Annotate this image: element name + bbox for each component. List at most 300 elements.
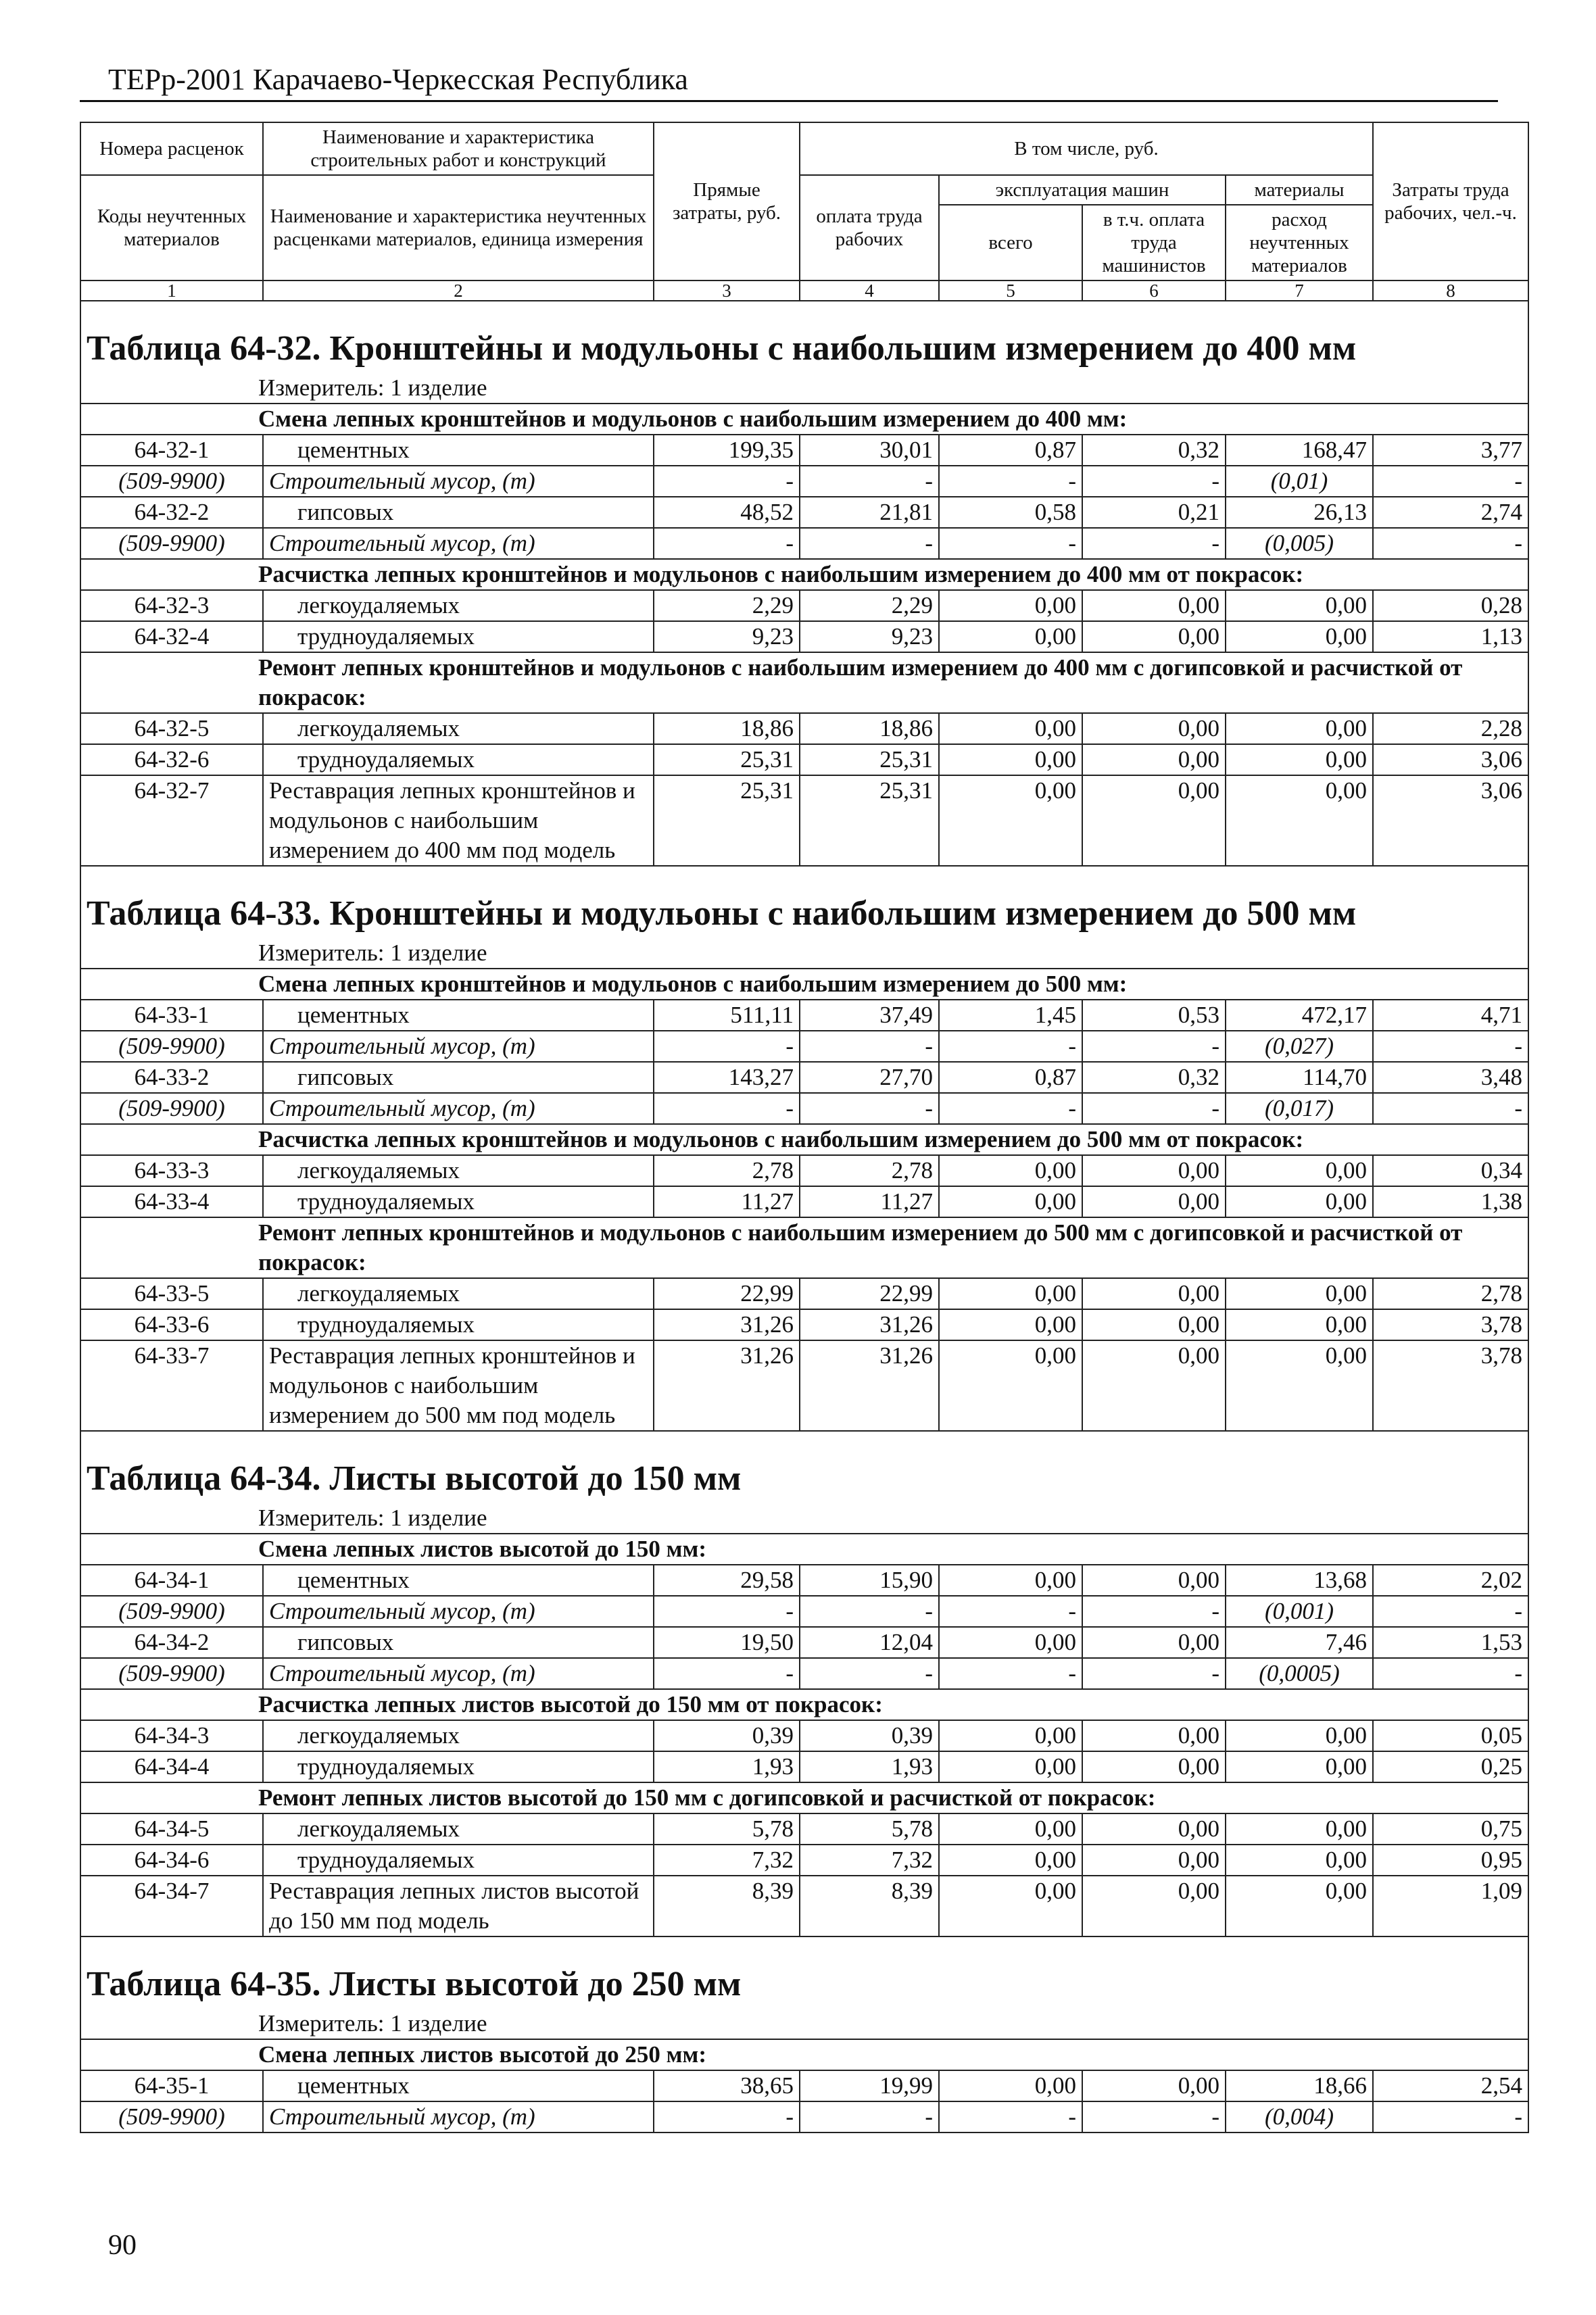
rate-value: 13,68 — [1226, 1565, 1373, 1596]
rate-value: 0,21 — [1082, 497, 1226, 528]
rate-name: трудноудаляемых — [263, 621, 654, 652]
col5-header: всего — [939, 205, 1082, 281]
rate-row — [80, 1565, 1528, 1596]
material-name: Строительный мусор, (т) — [263, 1596, 654, 1627]
measure-unit: Измеритель: 1 изделие — [80, 1503, 1528, 1534]
section-heading-row — [80, 969, 1528, 1000]
rate-value: 2,78 — [1373, 1278, 1528, 1309]
rate-name: трудноудаляемых — [263, 744, 654, 775]
section-heading-row — [80, 559, 1528, 590]
rate-value: 0,00 — [1082, 1155, 1226, 1186]
rate-code: 64-33-3 — [80, 1155, 263, 1186]
material-value: - — [1082, 1031, 1226, 1062]
material-value: - — [939, 1658, 1082, 1689]
table-title-row — [80, 1431, 1528, 1503]
header-row-1 — [80, 122, 1528, 175]
material-value: (0,027) — [1226, 1031, 1373, 1062]
rate-value: 5,78 — [800, 1813, 939, 1845]
section-heading-row — [80, 1534, 1528, 1565]
rate-name: легкоудаляемых — [263, 590, 654, 621]
rate-value: 25,31 — [800, 775, 939, 866]
rate-value: 143,27 — [654, 1062, 800, 1093]
rate-name: трудноудаляемых — [263, 1309, 654, 1340]
rate-value: 0,00 — [1082, 1845, 1226, 1876]
rate-value: 1,38 — [1373, 1186, 1528, 1217]
rate-value: 19,50 — [654, 1627, 800, 1658]
rate-row — [80, 1278, 1528, 1309]
rate-code: 64-34-2 — [80, 1627, 263, 1658]
rate-name: легкоудаляемых — [263, 713, 654, 744]
material-row — [80, 1596, 1528, 1627]
rate-value: 2,54 — [1373, 2070, 1528, 2101]
rate-value: 0,00 — [939, 1309, 1082, 1340]
rate-code: 64-34-4 — [80, 1751, 263, 1782]
rate-value: 1,93 — [654, 1751, 800, 1782]
table-title-row — [80, 301, 1528, 373]
rate-code: 64-34-5 — [80, 1813, 263, 1845]
material-value: (0,0005) — [1226, 1658, 1373, 1689]
rate-code: 64-33-5 — [80, 1278, 263, 1309]
measure-row — [80, 2009, 1528, 2039]
rate-code: 64-32-2 — [80, 497, 263, 528]
col4-header: оплата труда рабочих — [800, 175, 939, 281]
material-value: (0,005) — [1226, 528, 1373, 559]
rate-value: 0,00 — [939, 1186, 1082, 1217]
rate-value: 199,35 — [654, 435, 800, 466]
material-row — [80, 1093, 1528, 1124]
col3-header: Прямые затраты, руб. — [654, 122, 800, 281]
col-number: 4 — [800, 281, 939, 301]
section-heading: Смена лепных кронштейнов и модульонов с наибольшим измерением до 400 мм: — [80, 404, 1528, 435]
rate-row — [80, 590, 1528, 621]
section-heading: Расчистка лепных листов высотой до 150 мм от покрасок: — [80, 1689, 1528, 1720]
rate-value: 0,00 — [1226, 744, 1373, 775]
rate-value: 0,00 — [1226, 1155, 1373, 1186]
col2-bottom-header: Наименование и характеристика неучтенных расценками материалов, единица измерения — [263, 175, 654, 281]
rate-value: 0,00 — [1082, 1751, 1226, 1782]
rate-code: 64-32-6 — [80, 744, 263, 775]
rate-value: 7,46 — [1226, 1627, 1373, 1658]
rate-name: гипсовых — [263, 1627, 654, 1658]
rate-name: гипсовых — [263, 497, 654, 528]
rate-code: 64-34-7 — [80, 1876, 263, 1936]
rate-name: цементных — [263, 435, 654, 466]
rate-value: 29,58 — [654, 1565, 800, 1596]
rate-value: 1,45 — [939, 1000, 1082, 1031]
rate-code: 64-35-1 — [80, 2070, 263, 2101]
rate-value: 0,87 — [939, 1062, 1082, 1093]
rate-value: 7,32 — [800, 1845, 939, 1876]
rate-value: 0,00 — [1082, 1813, 1226, 1845]
material-value: - — [1082, 1658, 1226, 1689]
title-rule — [80, 100, 1498, 102]
material-value: - — [1373, 1658, 1528, 1689]
rate-value: 0,00 — [1082, 744, 1226, 775]
rate-value: 0,00 — [939, 1155, 1082, 1186]
rate-name: легкоудаляемых — [263, 1155, 654, 1186]
material-value: - — [654, 466, 800, 497]
col7-header: расход неучтенных материалов — [1226, 205, 1373, 281]
rate-value: 1,09 — [1373, 1876, 1528, 1936]
rate-value: 0,00 — [939, 1845, 1082, 1876]
rate-value: 0,00 — [1082, 1565, 1226, 1596]
rate-value: 0,00 — [939, 590, 1082, 621]
rate-value: 25,31 — [654, 775, 800, 866]
rate-value: 0,58 — [939, 497, 1082, 528]
rate-name: Реставрация лепных кронштейнов и модульонов с наибольшим измерением до 500 мм под модель — [263, 1340, 654, 1431]
rate-value: 0,00 — [1226, 1340, 1373, 1431]
col-number: 5 — [939, 281, 1082, 301]
rate-row — [80, 1340, 1528, 1431]
col2-top-header: Наименование и характеристика строительных работ и конструкций — [263, 122, 654, 175]
material-value: - — [654, 528, 800, 559]
rate-code: 64-33-6 — [80, 1309, 263, 1340]
section-heading-row — [80, 1124, 1528, 1155]
header-row-2 — [80, 175, 1528, 205]
rate-value: 26,13 — [1226, 497, 1373, 528]
material-name: Строительный мусор, (т) — [263, 466, 654, 497]
rate-row — [80, 1751, 1528, 1782]
rate-row — [80, 1813, 1528, 1845]
rate-value: 0,00 — [1226, 775, 1373, 866]
material-value: (0,01) — [1226, 466, 1373, 497]
material-value: - — [800, 1658, 939, 1689]
rate-value: 0,95 — [1373, 1845, 1528, 1876]
col-number: 7 — [1226, 281, 1373, 301]
measure-row — [80, 1503, 1528, 1534]
rate-code: 64-33-4 — [80, 1186, 263, 1217]
rate-value: 22,99 — [800, 1278, 939, 1309]
material-value: - — [1082, 466, 1226, 497]
material-row — [80, 466, 1528, 497]
material-value: - — [939, 466, 1082, 497]
rate-value: 18,66 — [1226, 2070, 1373, 2101]
material-code: (509-9900) — [80, 1596, 263, 1627]
rate-row — [80, 1155, 1528, 1186]
rate-name: легкоудаляемых — [263, 1720, 654, 1751]
table-title: Таблица 64-35. Листы высотой до 250 мм — [80, 1936, 1528, 2009]
rate-value: 31,26 — [654, 1340, 800, 1431]
rate-row — [80, 1876, 1528, 1936]
rate-value: 18,86 — [654, 713, 800, 744]
rate-value: 9,23 — [654, 621, 800, 652]
material-value: - — [1082, 1093, 1226, 1124]
rate-value: 2,02 — [1373, 1565, 1528, 1596]
rate-value: 21,81 — [800, 497, 939, 528]
rate-value: 0,00 — [1226, 1186, 1373, 1217]
rate-value: 0,00 — [939, 1340, 1082, 1431]
table-body — [80, 122, 1528, 2133]
rate-value: 0,00 — [1082, 1278, 1226, 1309]
including-header: В том числе, руб. — [800, 122, 1373, 175]
col1-bottom-header: Коды неучтенных материалов — [80, 175, 263, 281]
rate-name: легкоудаляемых — [263, 1278, 654, 1309]
material-value: - — [939, 1093, 1082, 1124]
material-value: - — [1373, 528, 1528, 559]
rate-code: 64-34-3 — [80, 1720, 263, 1751]
material-code: (509-9900) — [80, 466, 263, 497]
rate-value: 0,00 — [939, 1565, 1082, 1596]
rates-table — [80, 122, 1529, 2133]
rate-value: 0,05 — [1373, 1720, 1528, 1751]
rate-value: 48,52 — [654, 497, 800, 528]
rate-name: трудноудаляемых — [263, 1845, 654, 1876]
rate-value: 4,71 — [1373, 1000, 1528, 1031]
material-name: Строительный мусор, (т) — [263, 1093, 654, 1124]
material-name: Строительный мусор, (т) — [263, 528, 654, 559]
rate-value: 37,49 — [800, 1000, 939, 1031]
rate-value: 0,00 — [1082, 590, 1226, 621]
rate-value: 0,39 — [800, 1720, 939, 1751]
material-value: (0,004) — [1226, 2101, 1373, 2133]
col1-top-header: Номера расценок — [80, 122, 263, 175]
material-value: - — [654, 2101, 800, 2133]
material-value: - — [939, 528, 1082, 559]
material-value: - — [800, 2101, 939, 2133]
rate-value: 0,32 — [1082, 435, 1226, 466]
table-title: Таблица 64-32. Кронштейны и модульоны с наибольшим измерением до 400 мм — [80, 301, 1528, 373]
section-heading: Ремонт лепных кронштейнов и модульонов с наибольшим измерением до 500 мм с догипсовкой и расчисткой от покрасок: — [80, 1217, 1528, 1278]
rate-value: 25,31 — [800, 744, 939, 775]
materials-header: материалы — [1226, 175, 1373, 205]
material-value: - — [1373, 466, 1528, 497]
measure-row — [80, 938, 1528, 969]
rate-value: 3,77 — [1373, 435, 1528, 466]
rate-value: 9,23 — [800, 621, 939, 652]
rate-value: 0,00 — [939, 1751, 1082, 1782]
rate-value: 3,48 — [1373, 1062, 1528, 1093]
rate-value: 0,28 — [1373, 590, 1528, 621]
rate-row — [80, 435, 1528, 466]
rate-value: 3,78 — [1373, 1340, 1528, 1431]
rate-code: 64-32-4 — [80, 621, 263, 652]
rate-row — [80, 497, 1528, 528]
rate-value: 1,93 — [800, 1751, 939, 1782]
rate-name: трудноудаляемых — [263, 1186, 654, 1217]
rate-value: 3,06 — [1373, 775, 1528, 866]
rate-value: 0,00 — [1082, 1627, 1226, 1658]
rate-value: 0,00 — [1226, 621, 1373, 652]
rate-value: 22,99 — [654, 1278, 800, 1309]
rate-value: 5,78 — [654, 1813, 800, 1845]
rate-value: 2,74 — [1373, 497, 1528, 528]
material-value: - — [800, 1031, 939, 1062]
section-heading-row — [80, 2039, 1528, 2070]
material-code: (509-9900) — [80, 1093, 263, 1124]
table-title-row — [80, 866, 1528, 938]
material-value: - — [1373, 1093, 1528, 1124]
page-title: ТЕРр-2001 Карачаево-Черкесская Республика — [108, 63, 688, 96]
rate-row — [80, 1000, 1528, 1031]
machines-header: эксплуатация машин — [939, 175, 1226, 205]
rate-row — [80, 1627, 1528, 1658]
rate-value: 18,86 — [800, 713, 939, 744]
rate-value: 0,39 — [654, 1720, 800, 1751]
material-value: - — [654, 1093, 800, 1124]
rate-value: 0,00 — [1226, 1309, 1373, 1340]
rate-value: 0,00 — [1226, 1845, 1373, 1876]
rate-name: цементных — [263, 2070, 654, 2101]
rate-value: 11,27 — [654, 1186, 800, 1217]
material-value: - — [800, 528, 939, 559]
section-heading: Смена лепных листов высотой до 250 мм: — [80, 2039, 1528, 2070]
material-row — [80, 1658, 1528, 1689]
rate-value: 0,00 — [1082, 621, 1226, 652]
rate-row — [80, 1186, 1528, 1217]
material-value: - — [654, 1031, 800, 1062]
rate-value: 38,65 — [654, 2070, 800, 2101]
rate-value: 0,00 — [1226, 1813, 1373, 1845]
rate-value: 0,00 — [1082, 2070, 1226, 2101]
material-value: - — [939, 1031, 1082, 1062]
section-heading-row — [80, 1689, 1528, 1720]
rate-value: 0,00 — [939, 1813, 1082, 1845]
material-code: (509-9900) — [80, 528, 263, 559]
rate-code: 64-32-3 — [80, 590, 263, 621]
rate-value: 19,99 — [800, 2070, 939, 2101]
section-heading-row — [80, 652, 1528, 713]
rate-value: 30,01 — [800, 435, 939, 466]
rate-value: 0,25 — [1373, 1751, 1528, 1782]
rate-code: 64-34-6 — [80, 1845, 263, 1876]
col-number: 6 — [1082, 281, 1226, 301]
section-heading: Смена лепных кронштейнов и модульонов с наибольшим измерением до 500 мм: — [80, 969, 1528, 1000]
col-number: 2 — [263, 281, 654, 301]
rate-value: 0,53 — [1082, 1000, 1226, 1031]
rate-row — [80, 1309, 1528, 1340]
col-number: 1 — [80, 281, 263, 301]
rate-name: цементных — [263, 1565, 654, 1596]
rate-value: 0,87 — [939, 435, 1082, 466]
rate-row — [80, 713, 1528, 744]
rate-row — [80, 2070, 1528, 2101]
rate-value: 0,00 — [939, 775, 1082, 866]
section-heading: Расчистка лепных кронштейнов и модульонов с наибольшим измерением до 500 мм от покрасок: — [80, 1124, 1528, 1155]
material-value: (0,017) — [1226, 1093, 1373, 1124]
material-value: - — [939, 1596, 1082, 1627]
rate-code: 64-32-1 — [80, 435, 263, 466]
rate-value: 0,00 — [939, 713, 1082, 744]
rate-value: 25,31 — [654, 744, 800, 775]
rate-name: Реставрация лепных листов высотой до 150 мм под модель — [263, 1876, 654, 1936]
rate-code: 64-32-5 — [80, 713, 263, 744]
material-value: - — [654, 1658, 800, 1689]
material-value: - — [1373, 2101, 1528, 2133]
rate-value: 15,90 — [800, 1565, 939, 1596]
rate-value: 0,00 — [1226, 1876, 1373, 1936]
rate-name: Реставрация лепных кронштейнов и модульонов с наибольшим измерением до 400 мм под модель — [263, 775, 654, 866]
rate-value: 12,04 — [800, 1627, 939, 1658]
measure-row — [80, 373, 1528, 404]
table-title: Таблица 64-34. Листы высотой до 150 мм — [80, 1431, 1528, 1503]
rate-value: 3,78 — [1373, 1309, 1528, 1340]
rate-value: 0,00 — [939, 1627, 1082, 1658]
rate-value: 511,11 — [654, 1000, 800, 1031]
measure-unit: Измеритель: 1 изделие — [80, 2009, 1528, 2039]
material-value: - — [1082, 2101, 1226, 2133]
material-name: Строительный мусор, (т) — [263, 1658, 654, 1689]
rate-value: 0,00 — [1082, 1309, 1226, 1340]
table-title-row — [80, 1936, 1528, 2009]
rate-value: 0,00 — [939, 2070, 1082, 2101]
rate-value: 31,26 — [800, 1340, 939, 1431]
rate-code: 64-34-1 — [80, 1565, 263, 1596]
measure-unit: Измеритель: 1 изделие — [80, 938, 1528, 969]
material-value: - — [1373, 1031, 1528, 1062]
rate-value: 472,17 — [1226, 1000, 1373, 1031]
page-number: 90 — [108, 2230, 137, 2261]
table-title: Таблица 64-33. Кронштейны и модульоны с наибольшим измерением до 500 мм — [80, 866, 1528, 938]
rate-value: 0,75 — [1373, 1813, 1528, 1845]
rate-value: 0,00 — [1082, 1340, 1226, 1431]
rate-row — [80, 1062, 1528, 1093]
col-number: 3 — [654, 281, 800, 301]
material-row — [80, 2101, 1528, 2133]
material-code: (509-9900) — [80, 1031, 263, 1062]
material-value: - — [939, 2101, 1082, 2133]
section-heading: Смена лепных листов высотой до 150 мм: — [80, 1534, 1528, 1565]
material-value: - — [800, 466, 939, 497]
rate-row — [80, 621, 1528, 652]
material-row — [80, 1031, 1528, 1062]
rate-value: 0,00 — [939, 744, 1082, 775]
rate-value: 0,00 — [1082, 1186, 1226, 1217]
rate-value: 7,32 — [654, 1845, 800, 1876]
section-heading-row — [80, 1782, 1528, 1813]
rate-value: 0,00 — [939, 1278, 1082, 1309]
rate-value: 0,00 — [1082, 1720, 1226, 1751]
rate-value: 27,70 — [800, 1062, 939, 1093]
rate-value: 114,70 — [1226, 1062, 1373, 1093]
section-heading: Ремонт лепных кронштейнов и модульонов с наибольшим измерением до 400 мм с догипсовкой и расчисткой от покрасок: — [80, 652, 1528, 713]
rate-value: 2,29 — [654, 590, 800, 621]
rate-value: 2,28 — [1373, 713, 1528, 744]
rate-value: 11,27 — [800, 1186, 939, 1217]
rate-value: 0,00 — [939, 1720, 1082, 1751]
rate-code: 64-33-7 — [80, 1340, 263, 1431]
rate-value: 1,13 — [1373, 621, 1528, 652]
rate-code: 64-32-7 — [80, 775, 263, 866]
material-value: - — [1082, 528, 1226, 559]
rate-value: 0,00 — [939, 1876, 1082, 1936]
rate-row — [80, 1720, 1528, 1751]
rate-value: 0,00 — [1082, 1876, 1226, 1936]
rate-value: 8,39 — [654, 1876, 800, 1936]
rate-value: 0,00 — [1226, 590, 1373, 621]
material-value: - — [1082, 1596, 1226, 1627]
material-row — [80, 528, 1528, 559]
material-value: - — [1373, 1596, 1528, 1627]
rate-value: 2,78 — [654, 1155, 800, 1186]
rate-row — [80, 1845, 1528, 1876]
material-code: (509-9900) — [80, 2101, 263, 2133]
rate-value: 2,29 — [800, 590, 939, 621]
section-heading: Расчистка лепных кронштейнов и модульонов с наибольшим измерением до 400 мм от покрасок: — [80, 559, 1528, 590]
rate-value: 0,34 — [1373, 1155, 1528, 1186]
rate-name: цементных — [263, 1000, 654, 1031]
material-value: (0,001) — [1226, 1596, 1373, 1627]
col-number: 8 — [1373, 281, 1528, 301]
measure-unit: Измеритель: 1 изделие — [80, 373, 1528, 404]
section-heading: Ремонт лепных листов высотой до 150 мм с догипсовкой и расчисткой от покрасок: — [80, 1782, 1528, 1813]
rate-name: гипсовых — [263, 1062, 654, 1093]
rate-name: легкоудаляемых — [263, 1813, 654, 1845]
material-code: (509-9900) — [80, 1658, 263, 1689]
rate-value: 0,00 — [1226, 1278, 1373, 1309]
rate-value: 31,26 — [800, 1309, 939, 1340]
rate-value: 0,00 — [1226, 1720, 1373, 1751]
rate-value: 0,00 — [939, 621, 1082, 652]
